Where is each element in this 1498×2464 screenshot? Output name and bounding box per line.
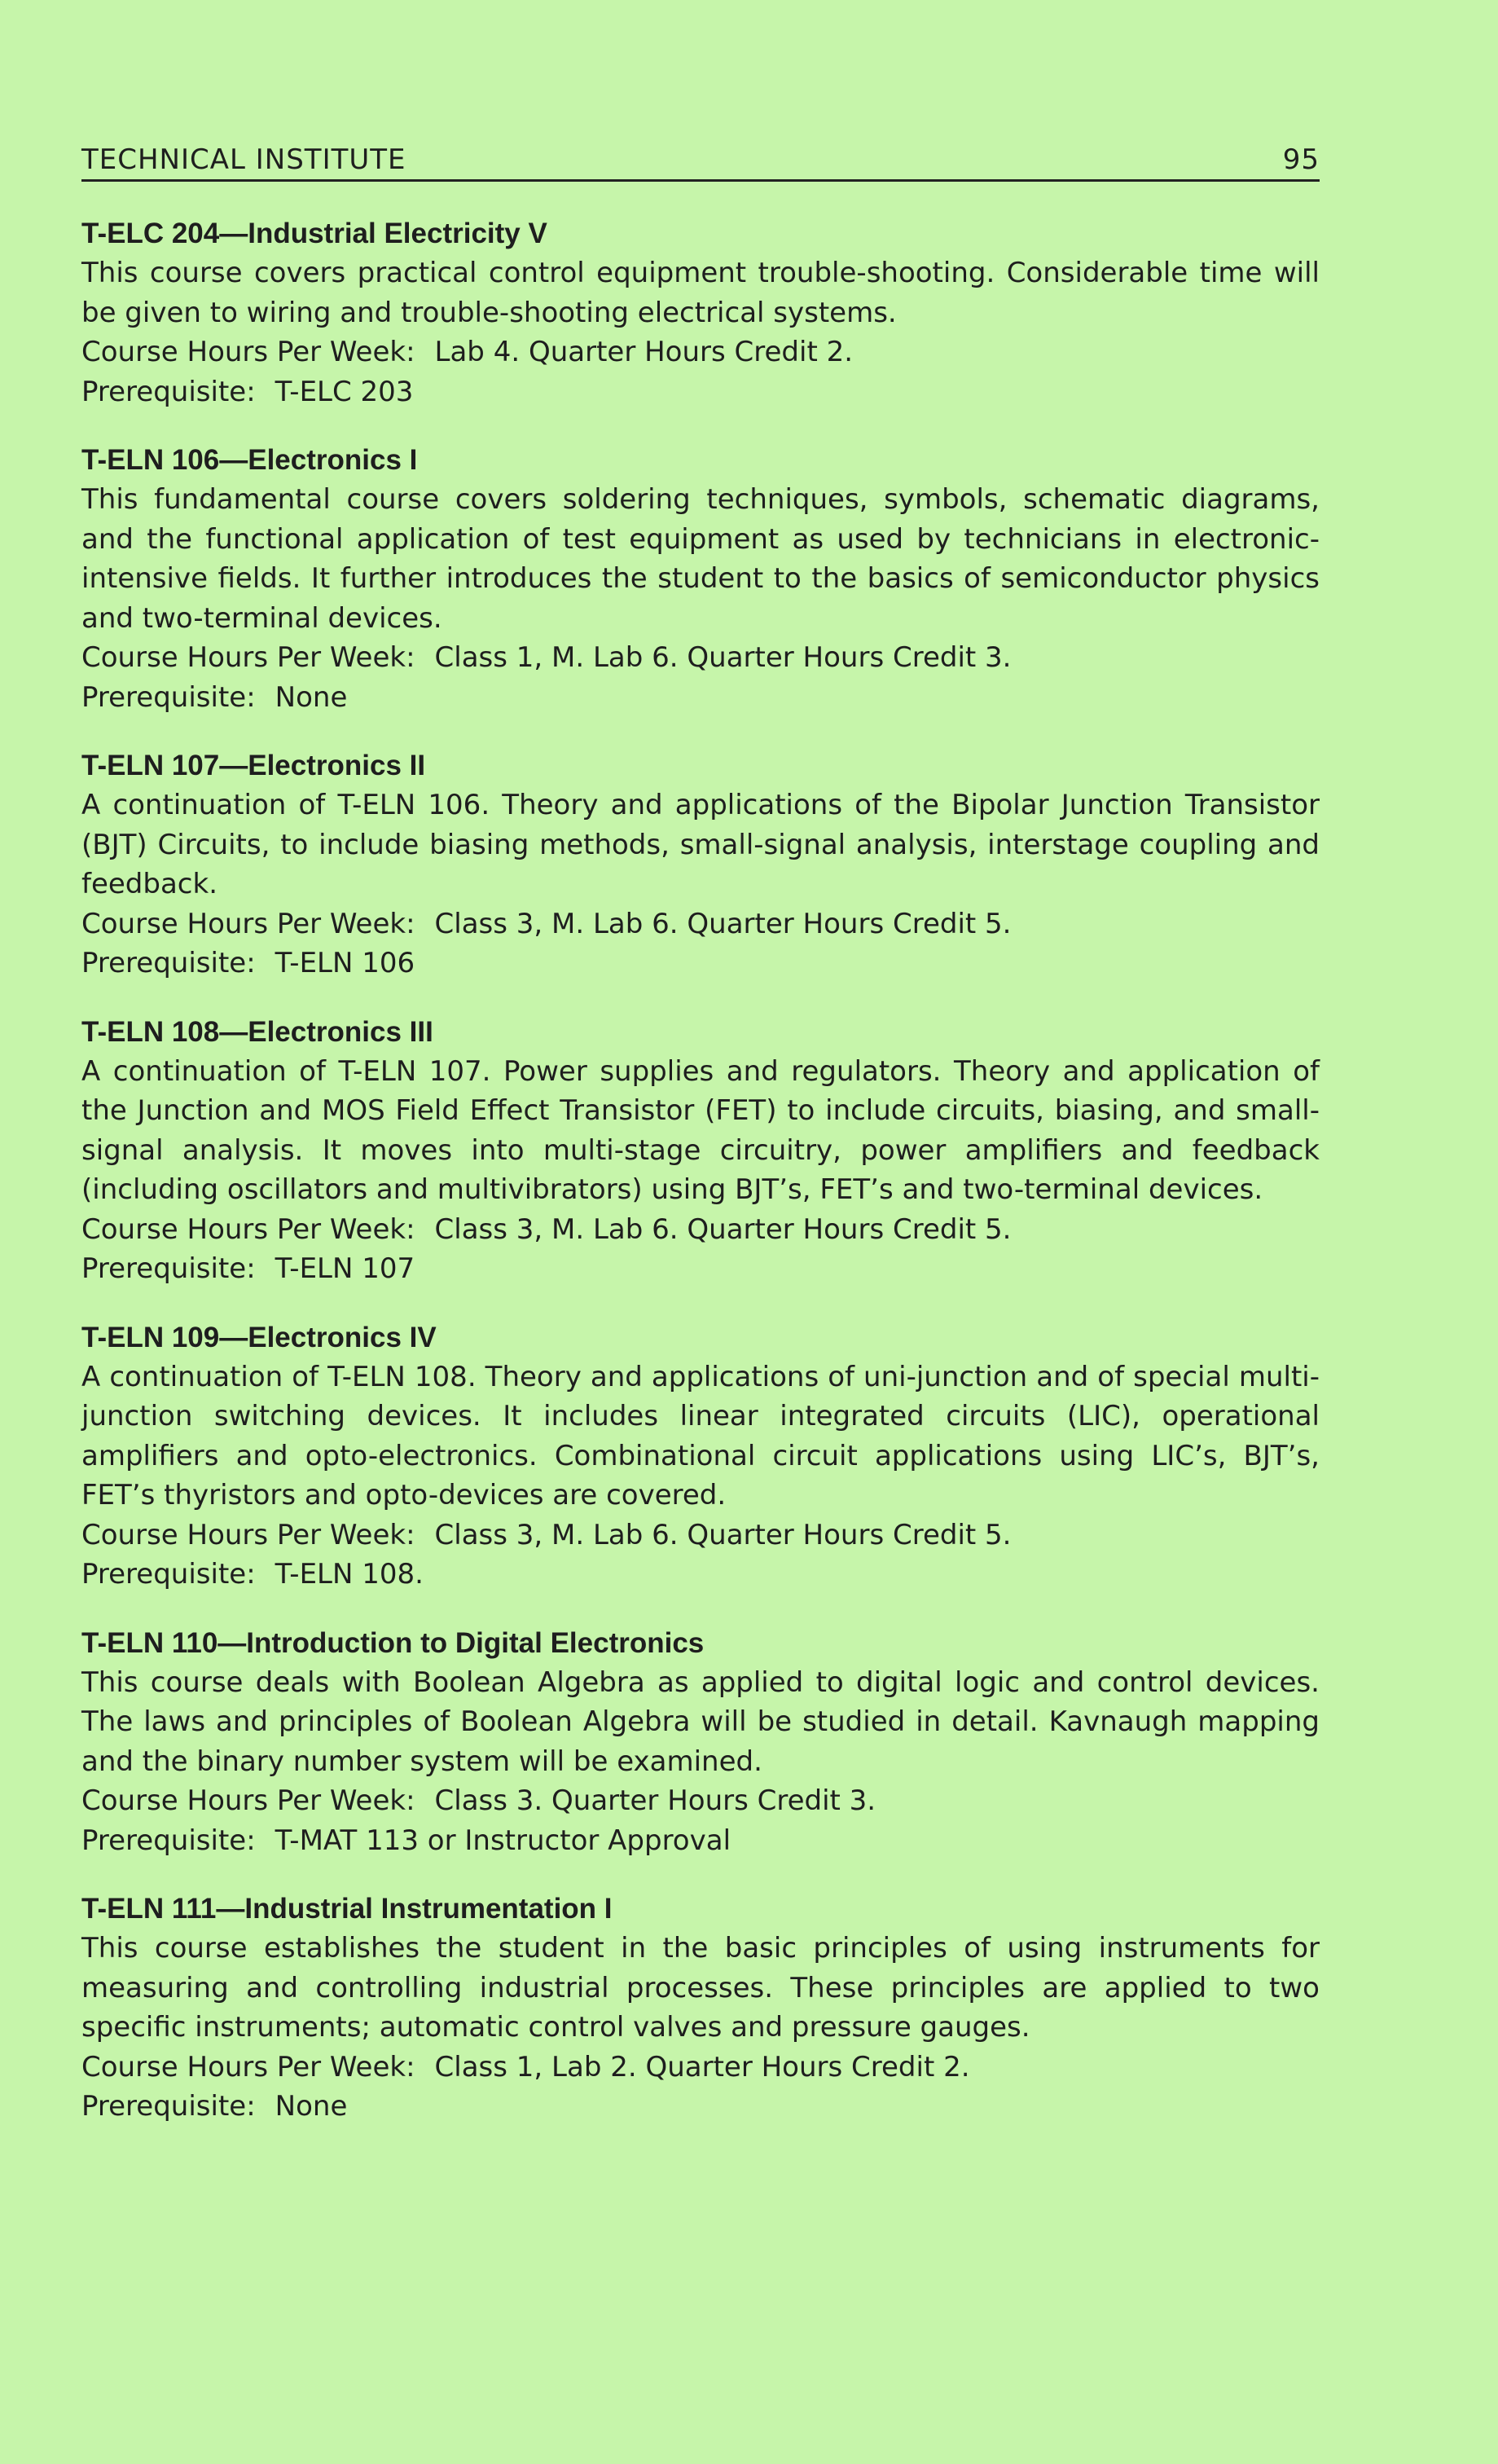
course-entry — [81, 1013, 1320, 1289]
course-description: This course deals with Boolean Algebra as applied to digital logic and control devices. The laws and principles of Boolean Algebra will be studied in detail. Kavnaugh mapping and the binary number system will be examined. — [81, 1665, 1320, 1778]
hours-value: Class 3, M. Lab 6. Quarter Hours Credit 5. — [434, 1518, 1012, 1551]
header-title: TECHNICAL INSTITUTE — [81, 143, 406, 176]
course-title: T-ELN 111—Industrial Instrumentation I — [81, 1893, 613, 1925]
hours-value: Class 3, M. Lab 6. Quarter Hours Credit 5. — [434, 1212, 1012, 1246]
course-entry — [81, 746, 1320, 983]
course-entry — [81, 1624, 1320, 1861]
course-title: T-ELN 107—Electronics II — [81, 750, 426, 781]
course-description: A continuation of T-ELN 107. Power supplies and regulators. Theory and application of the Junction and MOS Field Effect Transistor (FET) to include circuits, biasing, and small-signal analysis. It moves into multi-stage circuitry, power amplifiers and feedback (including oscillators and multivibrators) using BJT’s, FET’s and two-terminal devices. — [81, 1054, 1320, 1206]
prereq-label: Prerequisite: — [81, 1824, 256, 1857]
prereq-label: Prerequisite: — [81, 947, 256, 979]
course-prerequisite — [81, 1249, 1320, 1289]
prereq-value: None — [275, 2090, 348, 2123]
course-title: T-ELN 108—Electronics III — [81, 1015, 433, 1048]
course-prerequisite — [81, 372, 1320, 412]
course-title: T-ELN 109—Electronics IV — [81, 1321, 437, 1353]
course-prerequisite — [81, 678, 1320, 718]
course-prerequisite — [81, 944, 1320, 983]
hours-label: Course Hours Per Week: — [81, 1212, 415, 1246]
hours-label: Course Hours Per Week: — [81, 1784, 415, 1817]
prereq-value: T-ELN 106 — [275, 947, 415, 979]
hours-label: Course Hours Per Week: — [81, 336, 415, 368]
hours-value: Class 1, M. Lab 6. Quarter Hours Credit 3. — [434, 641, 1012, 674]
course-prerequisite — [81, 1555, 1320, 1595]
course-description: A continuation of T-ELN 106. Theory and applications of the Bipolar Junction Transistor (BJT) Circuits, to include biasing methods, small-signal analysis, interstage coupling and feedback. — [81, 789, 1320, 900]
course-hours — [81, 2048, 1320, 2088]
prereq-label: Prerequisite: — [81, 375, 256, 408]
page-number: 95 — [1282, 143, 1320, 176]
prereq-label: Prerequisite: — [81, 1558, 256, 1591]
prereq-label: Prerequisite: — [81, 680, 256, 714]
course-entry — [81, 214, 1320, 411]
hours-label: Course Hours Per Week: — [81, 1518, 415, 1551]
course-hours — [81, 1210, 1320, 1250]
course-hours — [81, 904, 1320, 944]
course-hours — [81, 332, 1320, 372]
course-title: T-ELN 110—Introduction to Digital Electronics — [81, 1626, 705, 1659]
course-list — [81, 214, 1320, 2127]
prereq-value: T-ELC 203 — [275, 375, 414, 408]
hours-value: Class 3. Quarter Hours Credit 3. — [434, 1784, 876, 1817]
hours-value: Class 3, M. Lab 6. Quarter Hours Credit 5. — [434, 907, 1012, 940]
prereq-label: Prerequisite: — [81, 1252, 256, 1285]
course-prerequisite — [81, 2087, 1320, 2127]
prereq-value: None — [275, 680, 348, 714]
hours-label: Course Hours Per Week: — [81, 907, 415, 940]
course-prerequisite — [81, 1821, 1320, 1861]
course-entry — [81, 1318, 1320, 1595]
course-description: This fundamental course covers soldering techniques, symbols, schematic diagrams, and the functional application of test equipment as used by technicians in electronic-intensive fields. It further introduces the student to the basics of semiconductor physics and two-terminal devices. — [81, 483, 1320, 635]
catalog-page — [81, 139, 1320, 2156]
course-entry — [81, 441, 1320, 717]
page-header — [81, 139, 1320, 182]
prereq-value: T-ELN 108. — [275, 1558, 424, 1591]
course-entry — [81, 1890, 1320, 2127]
hours-value: Lab 4. Quarter Hours Credit 2. — [434, 336, 854, 368]
course-description: This course covers practical control equipment trouble-shooting. Considerable time will be given to wiring and trouble-shooting electrical systems. — [81, 257, 1320, 329]
course-hours — [81, 638, 1320, 678]
hours-label: Course Hours Per Week: — [81, 641, 415, 674]
course-hours — [81, 1516, 1320, 1555]
course-title: T-ELC 204—Industrial Electricity V — [81, 218, 547, 249]
prereq-label: Prerequisite: — [81, 2090, 256, 2123]
prereq-value: T-MAT 113 or Instructor Approval — [275, 1824, 731, 1857]
course-title: T-ELN 106—Electronics I — [81, 444, 418, 476]
course-hours — [81, 1781, 1320, 1821]
hours-label: Course Hours Per Week: — [81, 2050, 415, 2083]
prereq-value: T-ELN 107 — [275, 1252, 415, 1285]
hours-value: Class 1, Lab 2. Quarter Hours Credit 2. — [434, 2050, 970, 2083]
course-description: This course establishes the student in the basic principles of using instruments for measuring and controlling industrial processes. These principles are applied to two specific instruments; automatic control valves and pressure gauges. — [81, 1932, 1320, 2044]
course-description: A continuation of T-ELN 108. Theory and applications of uni-junction and of special multi-junction switching devices. It includes linear integrated circuits (LIC), operational amplifiers and opto-electronics. Combinational circuit applications using LIC’s, BJT’s, FET’s thyristors and opto-devices are covered. — [81, 1360, 1320, 1511]
